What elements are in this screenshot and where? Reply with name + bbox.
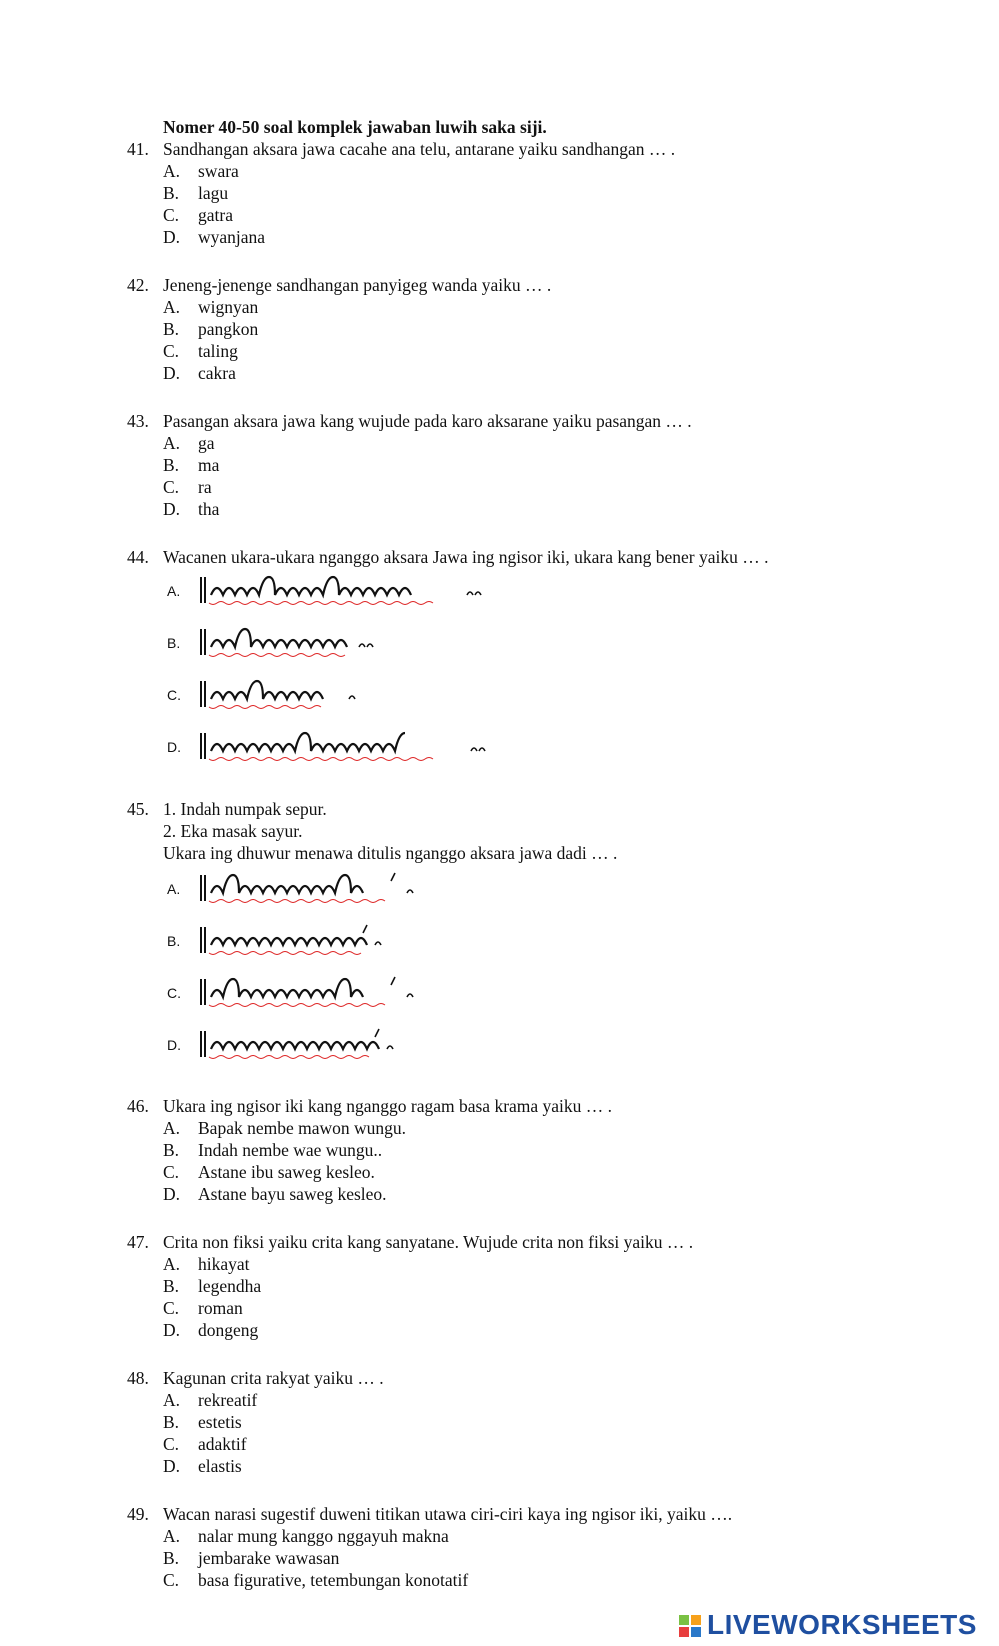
option-a[interactable] (167, 573, 507, 609)
option-text: elastis (198, 1456, 242, 1476)
option-letter: C. (163, 477, 180, 497)
question-number: 41. (127, 139, 149, 159)
option-text: ga (198, 433, 215, 453)
option-letter: D. (163, 1184, 181, 1204)
question-text: Wacan narasi sugestif duweni titikan utawa ciri-ciri kaya ing ngisor iki, yaiku …. (163, 1504, 733, 1524)
option-text: adaktif (198, 1434, 247, 1454)
option-a[interactable] (167, 871, 507, 907)
option-text: estetis (198, 1412, 242, 1432)
option-letter: C. (163, 1434, 180, 1454)
option-letter: B. (163, 455, 180, 475)
option-text: hikayat (198, 1254, 250, 1274)
question-line-1: 1. Indah numpak sepur. (163, 799, 327, 819)
option-letter: C. (163, 1162, 180, 1182)
question-number: 48. (127, 1368, 149, 1388)
option-letter: A. (163, 1526, 181, 1546)
question-text: Sandhangan aksara jawa cacahe ana telu, antarane yaiku sandhangan … . (163, 139, 676, 159)
option-text: pangkon (198, 319, 259, 339)
option-letter: D. (163, 499, 181, 519)
javanese-script-image (199, 975, 489, 1011)
option-letter: D. (163, 1456, 181, 1476)
option-text: tha (198, 499, 220, 519)
option-letter: D. (167, 739, 181, 755)
option-text: roman (198, 1298, 243, 1318)
option-letter: C. (163, 1298, 180, 1318)
option-text: Astane bayu saweg kesleo. (198, 1184, 387, 1204)
liveworksheets-logo-icon (679, 1615, 701, 1637)
question-number: 45. (127, 799, 149, 819)
option-letter: C. (163, 341, 180, 361)
option-c[interactable] (167, 975, 507, 1011)
option-letter: D. (163, 227, 181, 247)
option-text: gatra (198, 205, 233, 225)
option-letter: A. (163, 433, 181, 453)
option-text: ra (198, 477, 212, 497)
javanese-script-image (199, 573, 489, 609)
option-text: swara (198, 161, 239, 181)
question-text: Ukara ing dhuwur menawa ditulis nganggo aksara jawa dadi … . (163, 843, 618, 863)
javanese-script-image (199, 1027, 489, 1063)
option-text: wyanjana (198, 227, 266, 247)
option-letter: A. (163, 161, 181, 181)
javanese-script-image (199, 625, 489, 661)
option-letter: C. (163, 1570, 180, 1590)
option-letter: C. (167, 687, 181, 703)
option-letter: D. (167, 1037, 181, 1053)
question-number: 47. (127, 1232, 149, 1252)
option-text: wignyan (198, 297, 259, 317)
option-letter: B. (167, 635, 181, 651)
question-text: Kagunan crita rakyat yaiku … . (163, 1368, 384, 1388)
question-line-2: 2. Eka masak sayur. (163, 821, 303, 841)
option-letter: A. (163, 297, 181, 317)
option-d[interactable] (167, 1027, 507, 1063)
question-number: 46. (127, 1096, 149, 1116)
option-text: taling (198, 341, 238, 361)
option-text: Astane ibu saweg kesleo. (198, 1162, 375, 1182)
question-text: Crita non fiksi yaiku crita kang sanyatane. Wujude crita non fiksi yaiku … . (163, 1232, 694, 1252)
option-letter: D. (163, 1320, 181, 1340)
question-number: 42. (127, 275, 149, 295)
option-letter: B. (163, 319, 180, 339)
option-letter: A. (163, 1390, 181, 1410)
option-text: rekreatif (198, 1390, 258, 1410)
option-b[interactable] (167, 625, 507, 661)
option-letter: A. (163, 1254, 181, 1274)
question-number: 49. (127, 1504, 149, 1524)
question-text: Pasangan aksara jawa kang wujude pada karo aksarane yaiku pasangan … . (163, 411, 692, 431)
question-number: 43. (127, 411, 149, 431)
option-text: dongeng (198, 1320, 259, 1340)
option-text: Bapak nembe mawon wungu. (198, 1118, 407, 1138)
option-text: jembarake wawasan (198, 1548, 340, 1568)
option-letter: C. (167, 985, 181, 1001)
option-letter: B. (163, 183, 180, 203)
option-letter: A. (167, 583, 181, 599)
option-letter: B. (163, 1548, 180, 1568)
option-text: ma (198, 455, 220, 475)
liveworksheets-logo[interactable] (679, 1611, 989, 1641)
option-text: cakra (198, 363, 236, 383)
option-text: nalar mung kanggo nggayuh makna (198, 1526, 449, 1546)
option-text: legendha (198, 1276, 262, 1296)
option-letter: B. (163, 1276, 180, 1296)
question-text: Wacanen ukara-ukara nganggo aksara Jawa ing ngisor iki, ukara kang bener yaiku … . (163, 547, 769, 567)
option-letter: A. (167, 881, 181, 897)
javanese-script-image (199, 871, 489, 907)
logo-text: LIVEWORKSHEETS (707, 1609, 977, 1640)
option-letter: C. (163, 205, 180, 225)
option-b[interactable] (167, 923, 507, 959)
option-letter: B. (167, 933, 181, 949)
option-text: basa figurative, tetembungan konotatif (198, 1570, 469, 1590)
section-heading: Nomer 40-50 soal komplek jawaban luwih saka siji. (163, 117, 547, 137)
question-number: 44. (127, 547, 149, 567)
option-d[interactable] (167, 729, 507, 765)
option-letter: B. (163, 1140, 180, 1160)
question-text: Ukara ing ngisor iki kang nganggo ragam basa krama yaiku … . (163, 1096, 613, 1116)
option-letter: D. (163, 363, 181, 383)
javanese-script-image (199, 729, 489, 765)
option-c[interactable] (167, 677, 507, 713)
question-text: Jeneng-jenenge sandhangan panyigeg wanda yaiku … . (163, 275, 552, 295)
javanese-script-image (199, 923, 489, 959)
option-text: lagu (198, 183, 229, 203)
option-letter: B. (163, 1412, 180, 1432)
javanese-script-image (199, 677, 489, 713)
option-text: Indah nembe wae wungu.. (198, 1140, 383, 1160)
option-letter: A. (163, 1118, 181, 1138)
